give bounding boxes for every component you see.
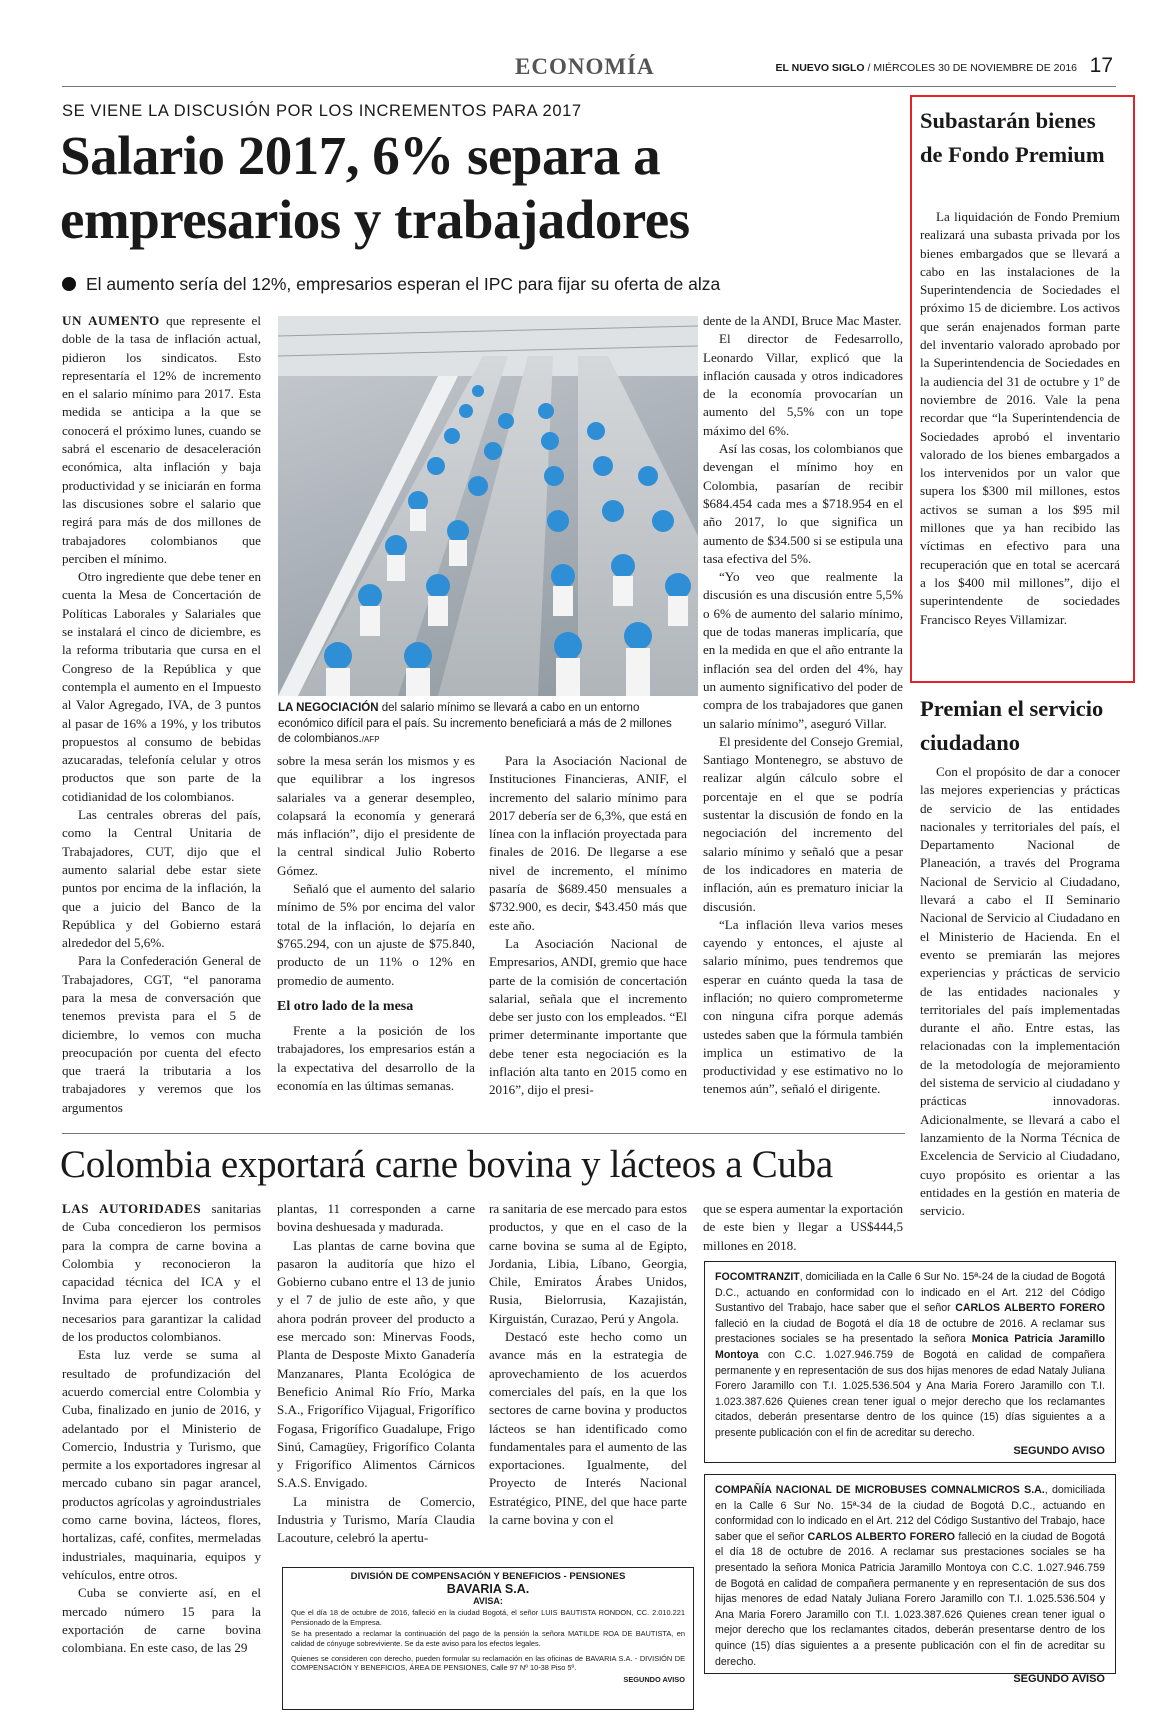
section-divider: [62, 1133, 905, 1134]
notice-company: BAVARIA S.A.: [446, 1581, 530, 1596]
sidebar-body: [920, 208, 1120, 629]
factory-photo: [278, 316, 698, 696]
paragraph: Frente a la posición de los trabajadores, los empresarios están a la expectativa del desarrollo de la economía en las últimas semanas.: [277, 1023, 475, 1094]
paragraph: El presidente del Consejo Gremial, Santiago Montenegro, se abstuvo de realizar algún cálculo sobre el porcentaje en el que se podría sustentar la discusión de fondo en la negociación del incremento del salario mínimo y señaló que a pesar de los indicadores en materia de inflación, aún es prematuro iniciar la discusión.: [703, 733, 903, 914]
notice-text: Quienes se consideren con derecho, pueden formular su reclamación en las oficinas de BAVARIA S.A. - DIVISIÓN DE COMPENSACIÓN Y BENEFICIOS, ÁREA DE PENSIONES, Calle 97 Nº 10-38 Piso 5º.: [291, 1653, 685, 1673]
notice-text: Se ha presentado a reclamar la continuación del pago de la pensión la señora MATILDE ROA DE BAUTISTA, en calidad de cónyuge sobreviviente. Se da este aviso para los efectos legales.: [291, 1629, 685, 1648]
header-rule: [62, 86, 1116, 87]
caption-text: del salario mínimo se llevará a cabo en un entorno económico difícil para el país. Su incremento beneficiará a más de 2 millones de colombianos.: [278, 702, 672, 745]
deck: [62, 274, 720, 295]
main-column-1: [62, 312, 261, 1117]
headline-line-2: empresarios y trabajadores: [60, 189, 690, 250]
main-column-2: [277, 752, 475, 1095]
headline: Colombia exportará carne bovina y lácteos a Cuba: [60, 1143, 833, 1186]
paragraph: Con el propósito de dar a conocer las mejores experiencias y prácticas de servicio de las entidades nacionales y territoriales del país, el Departamento Nacional de Planeación, a través del Programa Nacional de Servicio al Ciudadano, llevará a cabo el II Seminario Nacional de Servicio al Ciudadano en el Ministerio de Hacienda. En el evento se premiarán las mejores experiencias y prácticas de servicio de las entidades nacionales y territoriales del país implementadas durante el año. Entre estas, las relacionadas con la implementación de la metodología de mejoramiento del sistema de servicio al ciudadano y prácticas innovadoras. Adicionalmente, se llevará a cabo el lanzamiento de la Norma Técnica de Excelencia de Servicio al Ciudadano, cuyo propósito es orientar a las entidades en la gestión en materia de servicio.: [920, 764, 1120, 1219]
page-number: 17: [1089, 54, 1113, 77]
paragraph: La Asociación Nacional de Empresarios, ANDI, gremio que hace parte de la comisión de concertación salarial, señala que el incremento debe ser justo con los empleados. “El primer determinante importante que debe tener esta negociación es la inflación alta tanto en 2015 como en 2016”, dijo el presi-: [489, 935, 687, 1098]
lead-in: LAS AUTORIDADES: [62, 1201, 202, 1216]
paragraph: Para la Asociación Nacional de Instituciones Financieras, ANIF, el incremento del salario mínimo para 2017 debería ser de 6,3%, que está en línea con la inflación proyectada para finales de 2016. De llegarse a ese nivel de incremento, el mínimo pasaría de $689.450 mensuales a $732.900, es decir, $43.450 más que este año.: [489, 753, 687, 933]
headline: [60, 124, 690, 252]
factory-photo-illustration: [278, 316, 698, 696]
notice-footer: SEGUNDO AVISO: [623, 1674, 685, 1684]
paragraph: Destacó este hecho como un avance más en la estrategia de aprovechamiento de los acuerdos comerciales del país, en la que los sectores de carne bovina y productos lácteos se han identificado como fundamentales para el aumento de las exportaciones. Igualmente, del Proyecto de Interés Nacional Estratégico, PINE, del que hace parte la carne bovina y con el: [489, 1329, 687, 1528]
main-column-4: [703, 312, 903, 1099]
notice-company: FOCOMTRANZIT: [715, 1271, 800, 1283]
cuba-column-2: [277, 1200, 475, 1548]
lead-in: UN AUMENTO: [62, 313, 160, 328]
bullet-icon: [62, 277, 76, 291]
notice-footer: SEGUNDO AVISO: [1013, 1444, 1105, 1457]
paragraph: Las plantas de carne bovina que pasaron la auditoría que hizo el Gobierno cubano entre el 13 de junio y el 7 de julio de este año, y que ahora podrán proveer del producto a ese mercado son: Minervas Foods, Planta de Desposte Mixto Ganadería Manzanares, Planta Ecológica de Beneficio Animal Río Frío, Marka S.A., Frigorífico Vijagual, Frigorífico Fogasa, Frigorífico Guadalupe, Frigo Sinú, Camagüey, Frigorífico Colanta y Frigorífico Alimentos Cárnicos S.A.S. Envigado.: [277, 1237, 475, 1491]
photo-caption: [278, 701, 683, 748]
sidebar-body: [920, 763, 1120, 1220]
notice-name: CARLOS ALBERTO FORERO: [955, 1302, 1105, 1315]
section-header: [0, 48, 1165, 88]
notice-name: Monica Patricia Jaramillo Montoya: [715, 1333, 1105, 1361]
paper-name: EL NUEVO SIGLO: [775, 62, 865, 74]
paragraph: Esta luz verde se suma al resultado de profundización del acuerdo comercial entre Colombia y Cuba, finalizado en junio de 2016, y adelantado por el Ministerio de Comercio, Industria y Turismo, que permite a los exportadores ingresar al mercado cubano sin pagar arancel, productos agrícolas y agroindustriales como carne bovina, lácteos, flores, hortalizas, café, confites, mermeladas industriales, maquinaria, equipos y vehículos, entre otros.: [62, 1347, 261, 1582]
paragraph: Las centrales obreras del país, como la Central Unitaria de Trabajadores, CUT, dijo que el aumento salarial debe estar siete puntos por encima de la inflación, la que a juicio del Banco de la República y del Gobierno estará alrededor del 5,6%.: [62, 807, 261, 951]
notice-company: COMPAÑÍA NACIONAL DE MICROBUSES COMNALMICROS S.A.: [715, 1484, 1045, 1496]
notice-aviso: AVISA:: [473, 1595, 503, 1606]
sidebar-headline: Premian el servicio ciudadano: [920, 696, 1104, 755]
paragraph: “La inflación lleva varios meses cayendo y entonces, el ajuste al salario mínimo, pues tendremos que esperar en cuánto queda la tasa de inflación; no quiero comprometerme con ninguna cifra porque además ustedes saben que la fórmula también implica un estimativo de la productividad y ese estimativo no lo tenemos aún”, señaló el dirigente.: [703, 916, 903, 1097]
paragraph: Para la Confederación General de Trabajadores, CGT, “el panorama para la mesa de conversación que tenemos prevista para el 5 de diciembre, lo vemos con mucha preocupación por cuenta del efecto que traerá la tributaria a los trabajadores y veremos que los argumentos: [62, 953, 261, 1115]
notice-name: CARLOS ALBERTO FORERO: [807, 1530, 955, 1543]
dateline: EL NUEVO SIGLO / MIÉRCOLES 30 DE NOVIEMBRE DE 2016: [775, 62, 1077, 74]
paragraph: Cuba se convierte así, en el mercado número 15 para la exportación de carne bovina colombiana. En este caso, de las 29: [62, 1585, 261, 1656]
paragraph: UN AUMENTO que represente el doble de la tasa de inflación actual, pidieron los sindicatos. Esto representaría el 12% de incremento en el salario mínimo para 2017. Esta medida se anticipa a la que se conocerá el próximo lunes, cuando se sabrá el escenario de desaceleración económica, alta inflación y baja productividad y se iniciarán en forma las discusiones sobre el salario que regirá para más de dos millones de trabajadores colombianos que perciben el mínimo.: [62, 313, 261, 566]
legal-notice-comnalmicros: [704, 1474, 1116, 1686]
paragraph: Señaló que el aumento del salario mínimo de 5% por encima del valor total de la inflación, lo dejaría en $765.294, con un ajuste de $75.840, producto de un 11% o 12% en promedio de aumento.: [277, 881, 475, 988]
cuba-column-4: [703, 1200, 903, 1255]
notice-text: FOCOMTRANZIT, domiciliada en la Calle 6 Sur No. 15ª-24 de la ciudad de Bogotá D.C., actuando en conformidad con lo indicado en el Art. 212 del Código Sustantivo del Trabajo, hace saber que el señor CARLOS ALBERTO FORERO falleció en la ciudad de Bogotá el día 18 de octubre de 2016. A reclamar sus prestaciones sociales se ha presentado la señora Monica Patricia Jaramillo Montoya con C.C. 1.027.946.759 de Bogotá en calidad de compañera permanente y en representación de sus dos hijas menores de edad Nataly Juliana Forero Jaramillo con T.I. 1.025.536.504 y Ana Maria Forero Jaramillo con T.I. 1.023.387.626 Quienes crean tener igual o mejor derecho que los reclamantes citados, deberán presentarse dentro de los quince (15) días siguientes a a presente publicación con el fin de acreditar su derecho.: [715, 1271, 1105, 1439]
deck-text: El aumento sería del 12%, empresarios esperan el IPC para fijar su oferta de alza: [86, 274, 721, 294]
notice-text: Que el día 18 de octubre de 2016, falleció en la ciudad Bogotá, el señor LUIS BAUTISTA RONDON, CC. 2.010.221 Pensionado de la Empresa.: [291, 1608, 685, 1627]
legal-notice-focomtranzit: [704, 1261, 1116, 1463]
legal-notice-bavaria: [282, 1567, 694, 1710]
main-column-3: [489, 752, 687, 1100]
headline-line-1: Salario 2017, 6% separa a: [60, 125, 661, 186]
photo-credit: /AFP: [361, 735, 380, 744]
paragraph: plantas, 11 corresponden a carne bovina deshuesada y madurada.: [277, 1201, 475, 1235]
notice-footer: SEGUNDO AVISO: [1013, 1673, 1105, 1686]
sidebar-headline: Subastarán bienes de Fondo Premium: [920, 108, 1105, 167]
cuba-column-3: [489, 1200, 687, 1529]
paragraph: El director de Fedesarrollo, Leonardo Villar, explicó que la inflación causada y otros indicadores de la economía provocarían un aumento del 5,5% con un tope máximo del 6%.: [703, 331, 903, 438]
paragraph: Otro ingrediente que debe tener en cuenta la Mesa de Concertación de Políticas Laborales y Salariales que se instalará el cinco de diciembre, es la reforma tributaria que cursa en el Congreso de la República y que contempla el aumento en el Impuesto al Valor Agregado, IVA, de 3 puntos al pasar de 16% a 19%, y los tributos propuestos al consumo de bebidas azucaradas, telefonía celular y otros productos que son parte de la cotidianidad de los colombianos.: [62, 569, 261, 804]
paragraph: que se espera aumentar la exportación de este bien y llegar a US$444,5 millones en 2018.: [703, 1201, 903, 1253]
paragraph: sobre la mesa serán los mismos y es que equilibrar a los ingresos salariales va a generar desempleo, colapsará la economía y generará más inflación”, dijo el presidente de la central sindical Julio Roberto Gómez.: [277, 753, 475, 878]
notice-division: DIVISIÓN DE COMPENSACIÓN Y BENEFICIOS - PENSIONES: [350, 1571, 626, 1582]
paragraph: ra sanitaria de ese mercado para estos productos, y que en el caso de la carne bovina se suma al de Egipto, Jordania, Libia, Líbano, Georgia, Chile, Emiratos Árabes Unidos, Rusia, Bielorrusia, Kazajistán, Kirguistán, Curazao, Perú y Angola.: [489, 1201, 687, 1326]
section-label: ECONOMÍA: [515, 54, 655, 79]
subhead: El otro lado de la mesa: [277, 998, 414, 1014]
paragraph: LAS AUTORIDADES sanitarias de Cuba concedieron los permisos para la compra de carne bovina a Colombia y reconocieron la capacidad técnica del ICA y el Invima para ejercer los controles necesarios para garantizar la calidad de los productos colombianos.: [62, 1201, 261, 1345]
paragraph: Así las cosas, los colombianos que devengan el mínimo hoy en Colombia, pasarían de recibir $684.454 cada mes a $718.954 en el año 2017, lo que significa un aumento de $34.500 si se estipula una tasa efectiva del 5%.: [703, 441, 903, 566]
issue-date: MIÉRCOLES 30 DE NOVIEMBRE DE 2016: [873, 62, 1077, 74]
kicker: SE VIENE LA DISCUSIÓN POR LOS INCREMENTOS PARA 2017: [62, 102, 582, 120]
paragraph: “Yo veo que realmente la discusión es una discusión entre 5,5% o 6% de aumento del salario mínimo, que de todas maneras implicaría, que en la medida en que el año entrante la inflación sea del orden del 4%, hay un aumento significativo del poder de compra de los trabajadores que ganen un salario mínimo”, aseguró Villar.: [703, 569, 903, 731]
paragraph: La liquidación de Fondo Premium realizará una subasta privada por los bienes embargados que se llevará a cabo en las instalaciones de la Superintendencia de Sociedades el próximo 15 de diciembre. Los activos que serán enajenados forman parte del inventario valorado aprobado por la Superintendencia de Sociedades en la audiencia del 31 de octubre y 1º de noviembre de 2016. Vale la pena recordar que “la Superintendencia de Sociedades aprobó el inventario valorado de los bienes embargados a los intervenidos por un valor que supera los $300 mil millones, estos activos se suman a los $95 mil millones que ya han recibido las víctimas en efectivo para una recuperación que en total se acercará a los $400 mil millones”, dijo el superintendente de sociedades Francisco Reyes Villamizar.: [920, 209, 1120, 627]
caption-lead: LA NEGOCIACIÓN: [278, 702, 379, 714]
paragraph: dente de la ANDI, Bruce Mac Master.: [703, 313, 902, 328]
notice-text: COMPAÑÍA NACIONAL DE MICROBUSES COMNALMICROS S.A., domiciliada en la Calle 6 Sur No. 15ª-34 de la ciudad de Bogotá D.C., actuando en conformidad con lo indicado en el Art. 212 del Código Sustantivo del Trabajo, hace saber que el señor CARLOS ALBERTO FORERO falleció en la ciudad de Bogotá el día 18 de octubre de 2016. A reclamar sus prestaciones sociales se ha presentado la señora Monica Patricia Jaramillo Montoya con C.C. 1.027.946.759 de Bogotá en calidad de compañera permanente y en representación de sus dos hijas menores de edad Nataly Juliana Forero Jaramillo con T.I. 1.025.536.504 y Ana Maria Forero Jaramillo con T.I. 1.023.387.626 Quienes crean tener igual o mejor derecho que los reclamantes citados, deberán presentarse dentro de los quince (15) días siguientes a a presente publicación con el fin de acreditar su derecho.: [715, 1484, 1105, 1668]
cuba-column-1: [62, 1200, 261, 1657]
paragraph: La ministra de Comercio, Industria y Turismo, María Claudia Lacouture, celebró la apertu-: [277, 1493, 475, 1546]
